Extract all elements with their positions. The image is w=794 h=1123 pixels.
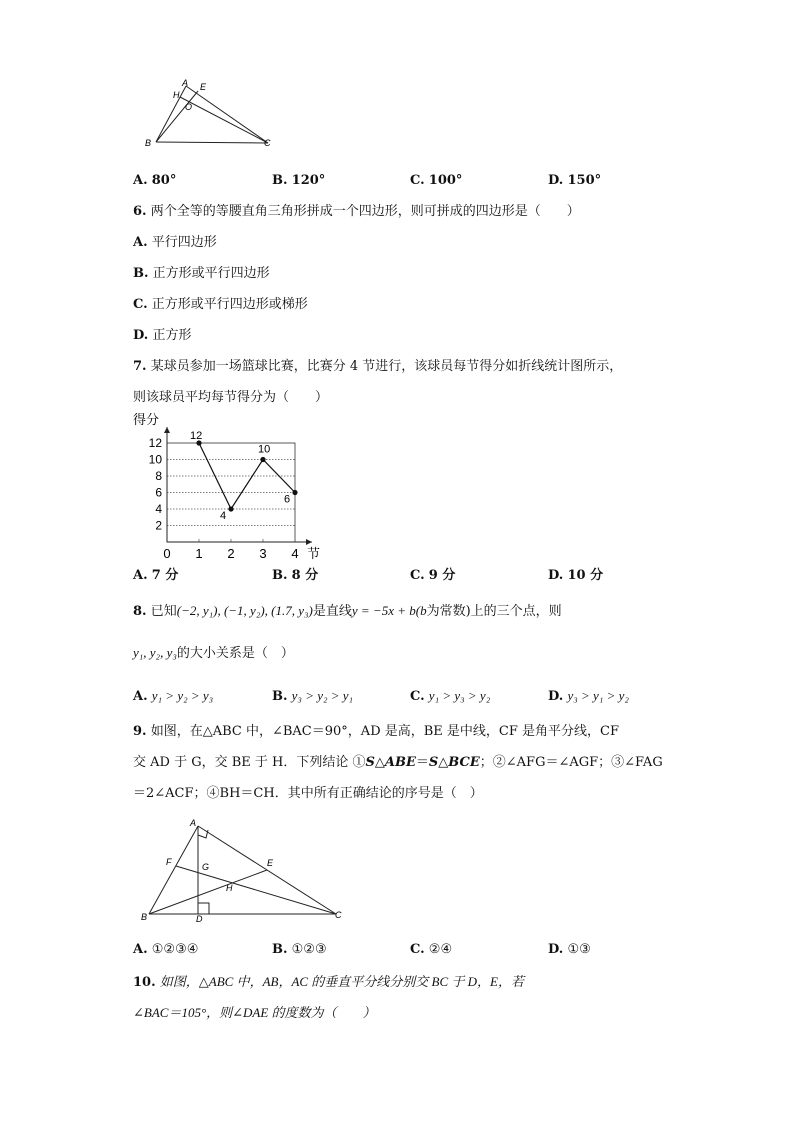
q10-stem-line1: 10. 如图，△ABC 中，AB，AC 的垂直平分线分别交 BC 于 D，E，若 xyxy=(133,974,525,990)
y-tick-label: 8 xyxy=(155,469,162,483)
label-O: O xyxy=(185,102,193,112)
q9-stem-line1: 9. 如图，在△ABC 中，∠BAC＝90°，AD 是高，BE 是中线，CF 是角平分线，CF xyxy=(133,724,619,739)
y-tick-label: 10 xyxy=(148,452,162,467)
label-A: A xyxy=(182,78,189,88)
data-point xyxy=(260,457,265,462)
y-tick-label: 12 xyxy=(148,436,162,450)
q9-stem-line2: 交 AD 于 G，交 BE 于 H．下列结论 ①S△ABE＝S△BCE；②∠AFG＝∠AGF；③∠FAG xyxy=(133,755,663,770)
q5-option-b[interactable]: B. 120° xyxy=(272,173,326,188)
q9-option-a[interactable]: A. ①②③④ xyxy=(133,942,199,957)
bisector-cf xyxy=(176,866,336,914)
q5-option-a[interactable]: A. 80° xyxy=(133,173,177,188)
y-tick-label: 2 xyxy=(155,518,162,533)
q8-stem-line1: 8. 已知(−2, y₁), (−1, y₂), (1.7, y₃)是直线y = −5x + b(b为常数)上的三个点，则 xyxy=(133,603,562,619)
y-tick-label: 4 xyxy=(155,502,162,516)
label-B: B xyxy=(145,138,152,148)
data-label: 6 xyxy=(284,493,291,506)
y-tick-label: 6 xyxy=(155,485,162,500)
x-tick-label: 4 xyxy=(291,546,299,560)
right-angle-d xyxy=(198,903,209,914)
label-C: C xyxy=(264,138,271,148)
median-be xyxy=(149,870,267,914)
q8-option-d[interactable]: D. y₃ > y₁ > y₂ xyxy=(548,688,629,704)
q10-stem-line2: ∠BAC＝105°，则∠DAE 的度数为（ ） xyxy=(133,1005,376,1020)
data-point xyxy=(292,490,297,495)
q6-stem: 6. 两个全等的等腰直角三角形拼成一个四边形，则可拼成的四边形是（ ） xyxy=(133,204,580,219)
x-tick-label: 0 xyxy=(163,546,171,560)
label-E: E xyxy=(200,82,207,92)
edge-hc xyxy=(180,97,268,143)
label-A: A xyxy=(190,818,197,828)
label-F: F xyxy=(166,857,172,867)
label-C: C xyxy=(335,910,342,920)
q6-option-d[interactable]: D. 正方形 xyxy=(133,328,192,343)
q7-line-chart xyxy=(130,410,330,560)
q9-option-b[interactable]: B. ①②③ xyxy=(272,942,327,957)
q5-triangle-figure xyxy=(140,76,280,150)
q6-option-a[interactable]: A. 平行四边形 xyxy=(133,235,217,250)
x-tick-label: 2 xyxy=(227,546,235,560)
q8-option-b[interactable]: B. y₃ > y₂ > y₁ xyxy=(272,688,354,704)
data-label: 12 xyxy=(190,430,203,442)
edge-bc xyxy=(156,142,268,143)
q6-option-b[interactable]: B. 正方形或平行四边形 xyxy=(133,266,270,281)
data-label: 10 xyxy=(258,443,271,456)
label-B: B xyxy=(141,912,148,922)
y-axis-arrow xyxy=(164,427,170,433)
x-tick-label: 1 xyxy=(195,546,203,560)
q7-option-d[interactable]: D. 10 分 xyxy=(548,568,604,583)
q8-stem-line2: y₁, y₂, y₃的大小关系是（ ） xyxy=(133,645,294,661)
label-E: E xyxy=(267,858,274,868)
data-point xyxy=(228,506,233,511)
y-axis-label: 得分 xyxy=(133,412,160,427)
q7-option-b[interactable]: B. 8 分 xyxy=(272,568,319,583)
data-label: 4 xyxy=(220,510,227,522)
q8-option-c[interactable]: C. y₁ > y₃ > y₂ xyxy=(410,688,491,704)
q9-stem-line3: ＝2∠ACF；④BH＝CH．其中所有正确结论的序号是（ ） xyxy=(133,786,483,801)
q7-stem-line1: 7. 某球员参加一场篮球比赛，比赛分 4 节进行，该球员每节得分如折线统计图所示， xyxy=(133,359,623,374)
q5-option-c[interactable]: C. 100° xyxy=(410,173,463,188)
q9-option-c[interactable]: C. ②④ xyxy=(410,942,453,957)
x-tick-label: 3 xyxy=(259,546,267,560)
q5-option-d[interactable]: D. 150° xyxy=(548,173,602,188)
q9-option-d[interactable]: D. ①③ xyxy=(548,942,591,957)
edge-ba xyxy=(156,86,186,142)
x-axis-label: 节 xyxy=(307,546,321,560)
q7-option-c[interactable]: C. 9 分 xyxy=(410,568,456,583)
x-axis-arrow xyxy=(306,539,312,545)
q8-option-a[interactable]: A. y₁ > y₂ > y₃ xyxy=(133,688,214,704)
label-D: D xyxy=(196,914,203,924)
q6-option-c[interactable]: C. 正方形或平行四边形或梯形 xyxy=(133,297,308,312)
q9-triangle-figure xyxy=(138,815,348,925)
q7-option-a[interactable]: A. 7 分 xyxy=(133,568,179,583)
label-H: H xyxy=(226,883,233,893)
q7-stem-line2: 则该球员平均每节得分为（ ） xyxy=(133,390,329,405)
edge-ac xyxy=(186,86,268,143)
label-G: G xyxy=(202,862,210,872)
label-H: H xyxy=(173,90,180,100)
